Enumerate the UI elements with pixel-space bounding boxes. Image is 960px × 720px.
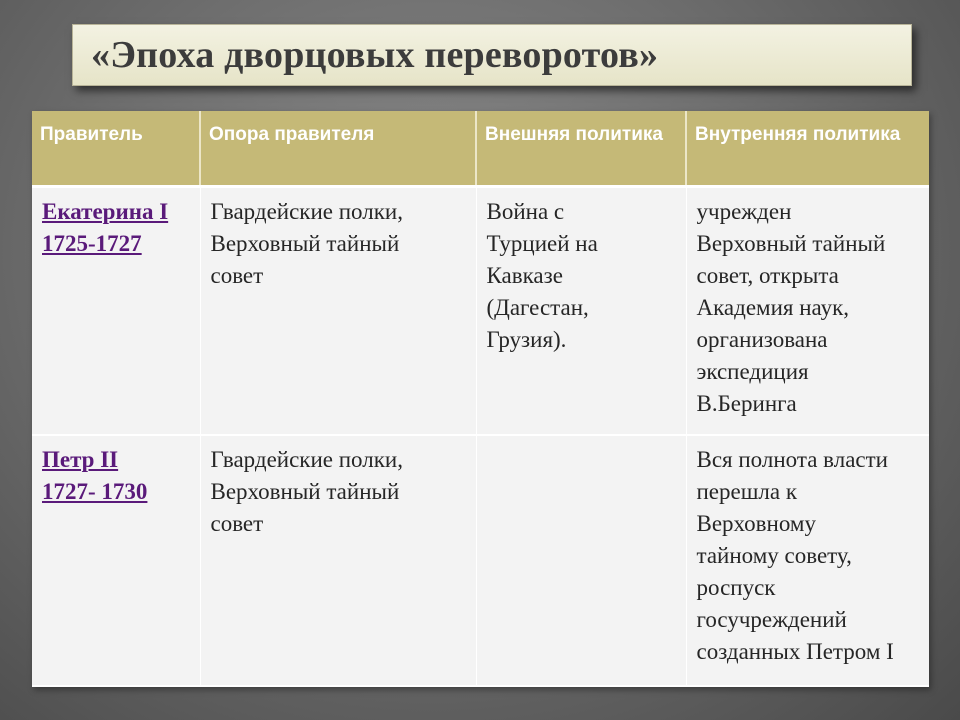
domestic-policy-cell (686, 186, 929, 435)
slide-title: «Эпоха дворцовых переворотов» (91, 34, 659, 76)
support-cell (200, 435, 476, 686)
ruler-cell (32, 435, 200, 686)
domestic-policy-cell (686, 435, 929, 686)
ruler-cell (32, 186, 200, 435)
header-support: Опора правителя (200, 111, 476, 186)
header-domestic-policy: Внутренняя политика (686, 111, 929, 186)
foreign-policy-cell (476, 186, 686, 435)
ruler-name-link[interactable]: Петр II (42, 447, 119, 472)
table-row (32, 186, 929, 435)
ruler-years-link[interactable]: 1727- 1730 (42, 479, 148, 504)
table-row (32, 435, 929, 686)
support-text: Гвардейские полки, Верховный тайный совет (210, 447, 403, 536)
support-cell (200, 186, 476, 435)
foreign-policy-cell (476, 435, 686, 686)
header-ruler: Правитель (32, 111, 200, 186)
domestic-policy-text: учрежден Верховный тайный совет, открыта Академия наук, организована экспедиция В.Беринга (696, 198, 886, 416)
support-text: Гвардейские полки, Верховный тайный совет (210, 198, 403, 288)
ruler-name-link[interactable]: Екатерина I (42, 198, 169, 224)
foreign-policy-text: Война с Турцией на Кавказе (Дагестан, Грузия). (486, 198, 598, 352)
ruler-years-link[interactable]: 1725-1727 (42, 230, 142, 256)
rulers-table (32, 111, 929, 687)
slide-title-box (72, 24, 912, 86)
header-foreign-policy: Внешняя политика (476, 111, 686, 186)
domestic-policy-text: Вся полнота власти перешла к Верховному тайному совету, роспуск госучреждений созданных Петром I (696, 447, 894, 664)
table-header-row (32, 111, 929, 186)
